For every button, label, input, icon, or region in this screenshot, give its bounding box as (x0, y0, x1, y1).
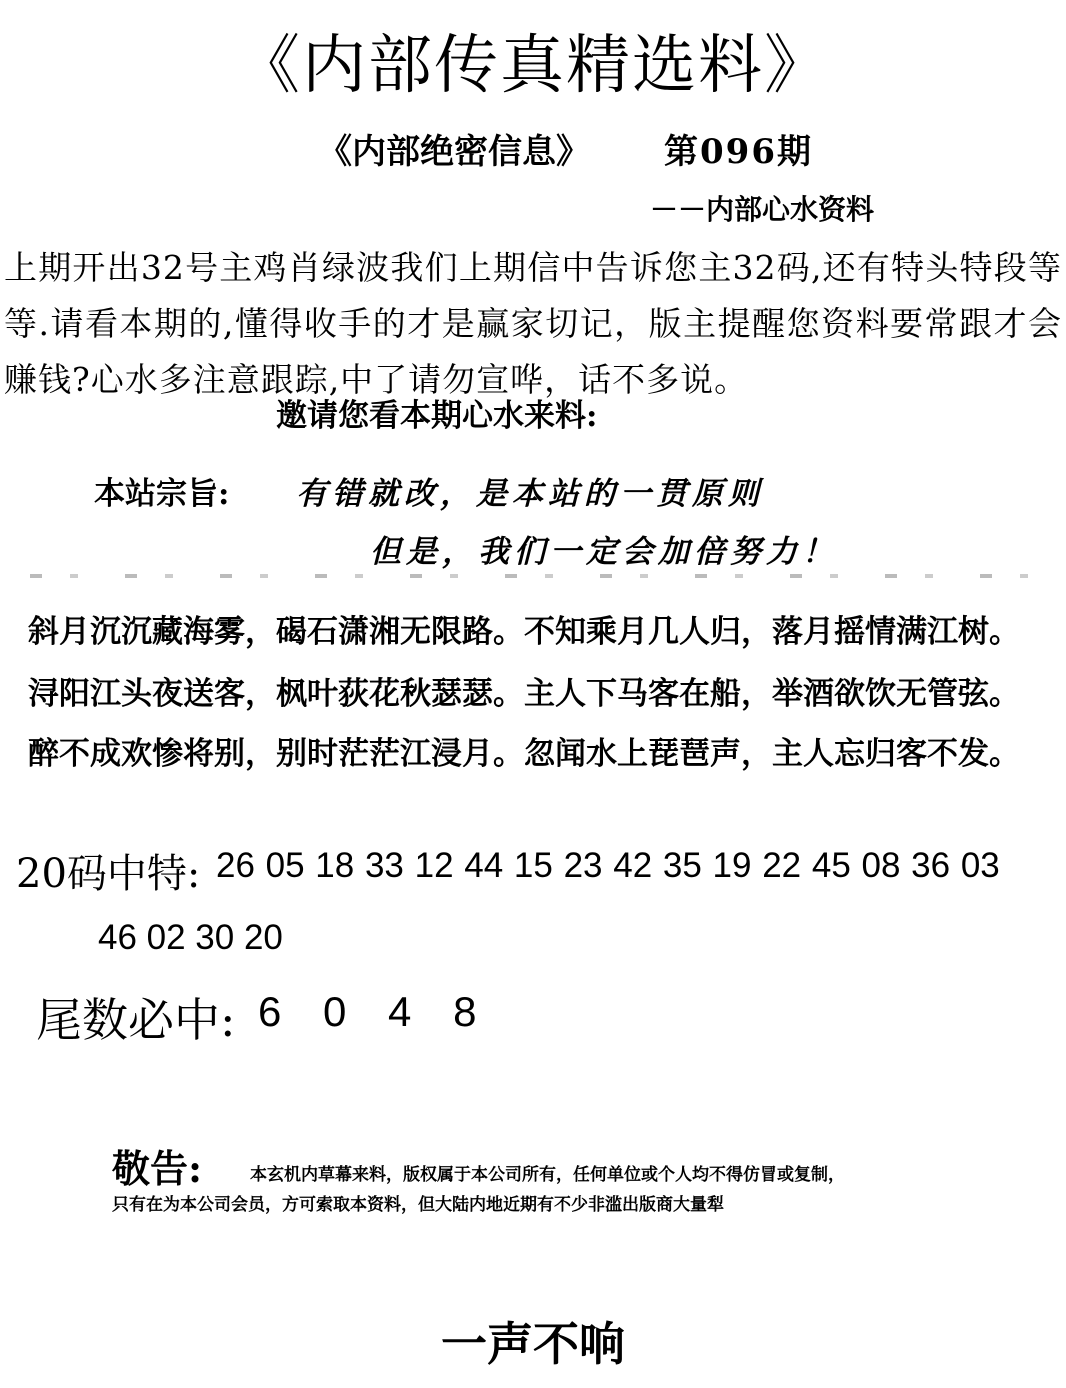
source-label: －－内部心水资料 (650, 193, 875, 226)
notice-line-2: 只有在为本公司会员，方可索取本资料，但大陆内地近期有不少非滥出版商大量犁 (112, 1195, 724, 1215)
tail-numbers: 6 0 4 8 (258, 988, 477, 1035)
footer-title: 一声不响 (441, 1317, 625, 1371)
invite-line: 邀请您看本期心水来料: (276, 398, 598, 434)
picks-label: 20码中特: (16, 851, 201, 897)
poem-line-2: 浔阳江头夜送客，枫叶荻花秋瑟瑟。主人下马客在船，举酒欲饮无管弦。 (28, 676, 1020, 712)
tenet-line-2: 但是，我们一定会加倍努力！ (370, 534, 838, 570)
tenet-line-1: 有错就改，是本站的一贯原则 (296, 476, 764, 512)
issue-number: 第096期 (664, 132, 813, 172)
notice-line-1: 本玄机内草幕来料，版权属于本公司所有，任何单位或个人均不得仿冒或复制， (250, 1165, 845, 1185)
tail-label: 尾数必中: (36, 993, 236, 1047)
subtitle: 《内部绝密信息》 (318, 132, 590, 172)
poem-line-1: 斜月沉沉藏海雾，碣石潇湘无限路。不知乘月几人归，落月摇情满江树。 (28, 614, 1020, 650)
notice-label: 敬告: (112, 1146, 203, 1191)
picks-numbers-line-2: 46 02 30 20 (98, 918, 283, 957)
poem-line-3: 醉不成欢惨将别，别时茫茫江浸月。忽闻水上琵琶声，主人忘归客不发。 (28, 736, 1020, 772)
picks-numbers-line-1: 26 05 18 33 12 44 15 23 42 35 19 22 45 08 36 03 (216, 846, 1000, 885)
page-title: 《内部传真精选料》 (236, 29, 830, 103)
intro-paragraph: 上期开出32号主鸡肖绿波我们上期信中告诉您主32码,还有特头特段等等.请看本期的,懂得收手的才是赢家切记，版主提醒您资料要常跟才会赚钱?心水多注意跟踪,中了请勿宣哗，话不多说。 (4, 248, 1062, 399)
divider (30, 574, 1050, 578)
tenet-label: 本站宗旨: (94, 476, 230, 512)
